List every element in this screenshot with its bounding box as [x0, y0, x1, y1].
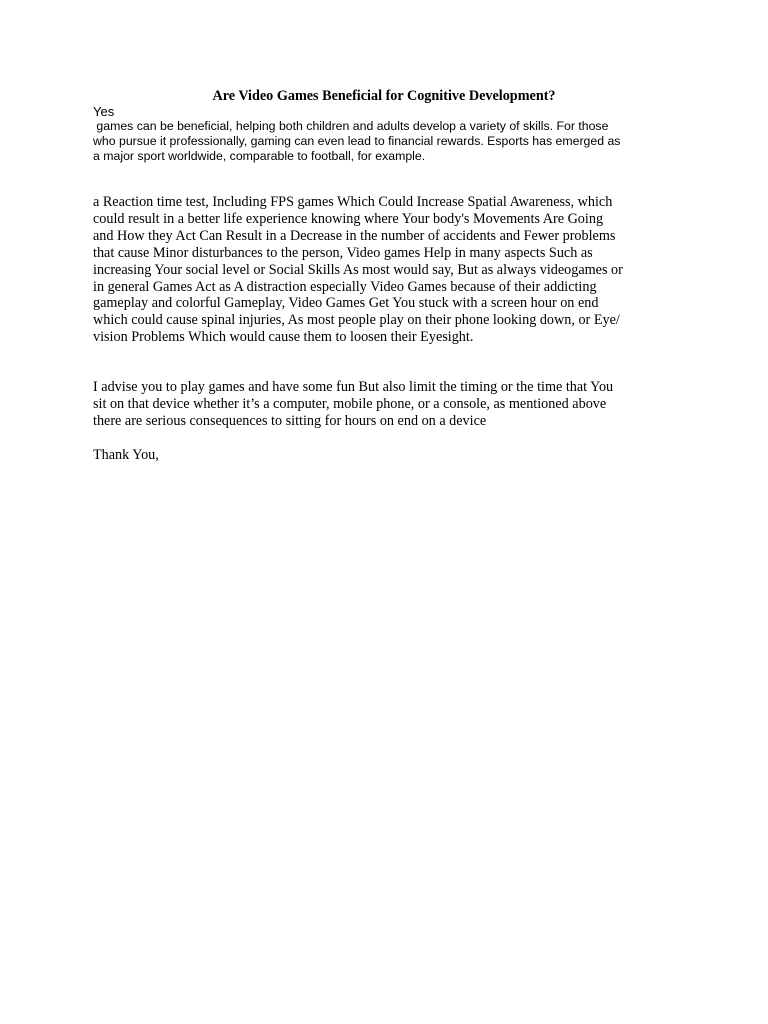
- paragraph-line: which could cause spinal injuries, As most people play on their phone looking down, or Eye/: [93, 312, 620, 329]
- intro-line: a major sport worldwide, comparable to football, for example.: [93, 149, 426, 163]
- answer-text: Yes: [93, 104, 115, 119]
- paragraph-line: a Reaction time test, Including FPS games Which Could Increase Spatial Awareness, which: [93, 194, 613, 210]
- paragraph-line: gameplay and colorful Gameplay, Video Games Get You stuck with a screen hour on end: [93, 295, 599, 312]
- document-title: Are Video Games Beneficial for Cognitive Development?: [212, 88, 556, 104]
- paragraph-line: could result in a better life experience knowing where Your body's Movements Are Going: [93, 210, 604, 227]
- paragraph-line: in general Games Act as A distraction especially Video Games because of their addicting: [93, 278, 597, 295]
- closing-line: Thank You,: [93, 447, 159, 463]
- paragraph-line: I advise you to play games and have some fun But also limit the timing or the time that You: [93, 379, 614, 395]
- paragraph-line: vision Problems Which would cause them to loosen their Eyesight.: [93, 329, 474, 346]
- paragraph-line: there are serious consequences to sitting for hours on end on a device: [93, 412, 487, 429]
- paragraph-line: increasing Your social level or Social Skills As most would say, But as always videogames or: [93, 261, 623, 278]
- paragraph-line: sit on that device whether it’s a computer, mobile phone, or a console, as mentioned above: [93, 395, 607, 412]
- paragraph-line: that cause Minor disturbances to the person, Video games Help in many aspects Such as: [93, 244, 593, 261]
- body-paragraph-1: [93, 194, 683, 346]
- intro-line: who pursue it professionally, gaming can even lead to financial rewards. Esports has emerged as: [93, 134, 621, 148]
- intro-paragraph: [93, 119, 683, 164]
- paragraph-line: and How they Act Can Result in a Decrease in the number of accidents and Fewer problems: [93, 227, 616, 244]
- intro-line: games can be beneficial, helping both children and adults develop a variety of skills. For those: [93, 119, 609, 133]
- body-paragraph-2: [93, 379, 683, 430]
